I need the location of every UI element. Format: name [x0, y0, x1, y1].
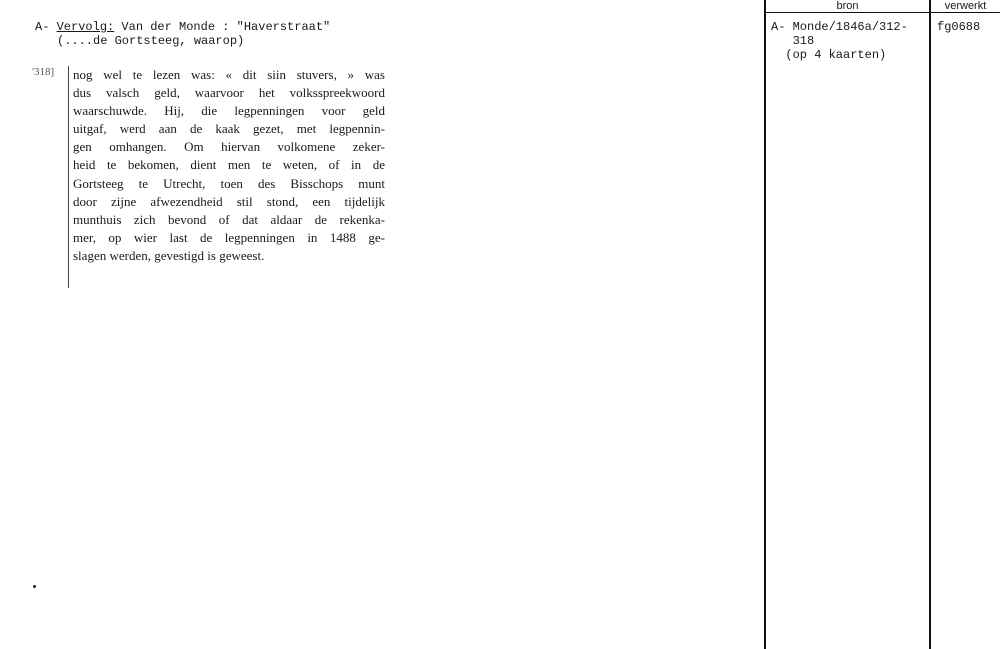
clipping-line: door zijne afwezendheid stil stond, een tijdelijk [73, 193, 385, 209]
clipping-line: uitgaf, werd aan de kaak gezet, met legpennin- [73, 121, 385, 137]
pasted-text-clipping [73, 66, 385, 265]
card-title-rest: Van der Monde : "Haverstraat" [114, 20, 331, 34]
clipping-line: dus valsch geld, waarvoor het volksspreekwoord [73, 85, 385, 101]
card-subtitle: (....de Gortsteeg, waarop) [57, 34, 245, 48]
clipping-line: heid te bekomen, dient men te weten, of in de [73, 157, 385, 173]
card-title [35, 20, 330, 34]
clipping-edge [68, 66, 69, 288]
source-line: 318 [771, 34, 815, 48]
clipping-line: nog wel te lezen was: « dit siin stuvers, » was [73, 67, 385, 82]
page-reference-number: 318 [33, 66, 51, 78]
processed-code: fg0688 [937, 20, 981, 34]
column-header-bron: bron [836, 0, 859, 12]
clipping-line: slagen werden, gevestigd is geweest. [73, 247, 265, 263]
source-line: (op 4 kaarten) [771, 48, 887, 62]
column-divider-verwerkt [929, 0, 931, 649]
source-reference [771, 20, 908, 62]
source-line: A- Monde/1846a/312- [771, 20, 908, 34]
column-header-verwerkt: verwerkt [944, 0, 987, 12]
clipping-line: Gortsteeg te Utrecht, toen des Bisschops munt [73, 175, 385, 191]
card-prefix: A- [35, 20, 57, 34]
clipping-line: gen omhangen. Om hiervan volkomene zeker- [73, 139, 385, 155]
table-header-rule [764, 12, 1000, 13]
vervolg-label: Vervolg: [56, 20, 115, 34]
page-reference: '318] [32, 66, 55, 78]
column-divider-bron [764, 0, 766, 649]
stray-dot [33, 585, 36, 588]
clipping-line: munthuis zich bevond of dat aldaar de rekenka- [73, 211, 385, 227]
clipping-line: mer, op wier last de legpenningen in 1488 ge- [73, 229, 385, 245]
clipping-line: waarschuwde. Hij, die legpenningen voor geld [73, 103, 385, 119]
